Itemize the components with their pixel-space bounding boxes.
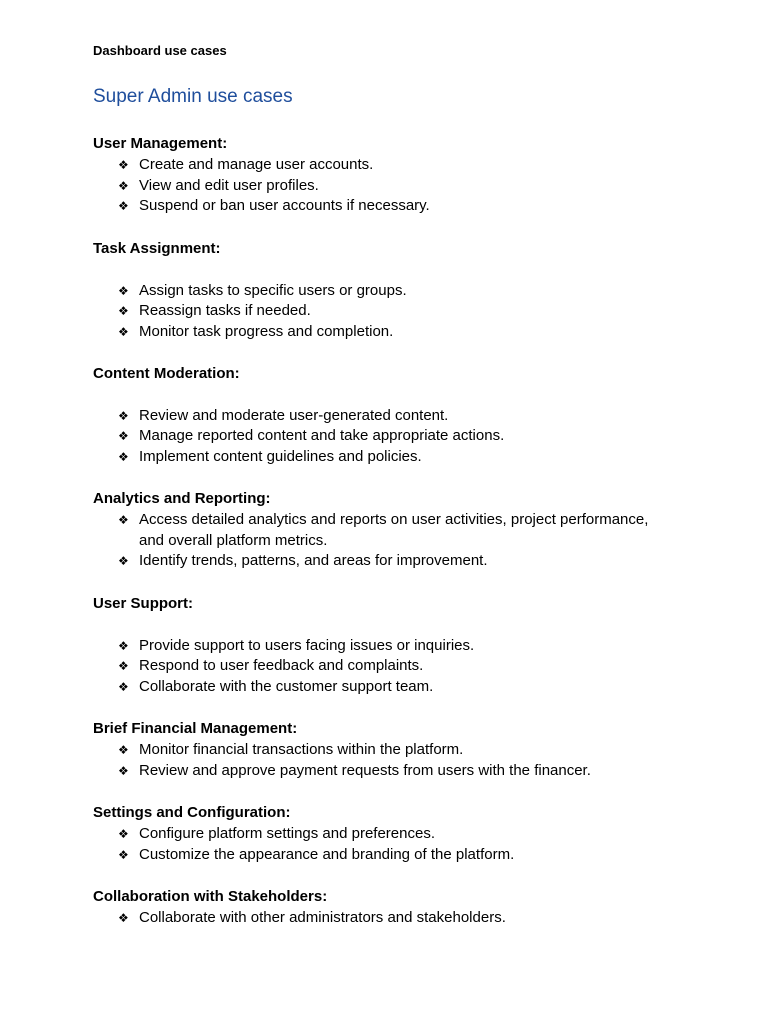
bullet-list [93,281,693,343]
document-header: Dashboard use cases [93,43,227,58]
bullet-list [93,406,693,468]
list-item [93,510,659,552]
list-item-text: Provide support to users facing issues or inquiries. [139,636,475,654]
bullet-list [93,636,693,698]
list-item-text: Review and moderate user-generated content. [139,406,449,424]
four-diamond-bullet-icon: ❖ [118,325,129,340]
list-item [93,761,659,782]
list-item-text: Assign tasks to specific users or groups. [139,281,407,299]
four-diamond-bullet-icon: ❖ [118,742,129,757]
section-collaboration-with-stakeholders [93,887,693,929]
four-diamond-bullet-icon: ❖ [118,554,129,569]
list-item [93,176,659,197]
four-diamond-bullet-icon: ❖ [118,659,129,674]
section-content-moderation [93,364,693,468]
list-item [93,281,659,302]
list-item [93,551,659,572]
bullet-list [93,740,693,782]
list-item-text: Suspend or ban user accounts if necessary. [139,197,430,215]
list-item [93,740,659,761]
list-item [93,426,659,447]
four-diamond-bullet-icon: ❖ [118,512,129,527]
bullet-list [93,824,693,866]
four-diamond-bullet-icon: ❖ [118,680,129,695]
four-diamond-bullet-icon: ❖ [118,450,129,465]
list-item-text: Collaborate with other administrators and stakeholders. [139,908,506,926]
list-item-text: Customize the appearance and branding of the platform. [139,845,515,863]
bullet-list [93,155,693,217]
list-item [93,845,659,866]
four-diamond-bullet-icon: ❖ [118,847,129,862]
list-item-text: Access detailed analytics and reports on user activities, project performance, and overall platform metrics. [139,510,649,549]
four-diamond-bullet-icon: ❖ [118,408,129,423]
bullet-list [93,510,693,572]
section-heading: User Management: [93,135,228,152]
list-item-text: View and edit user profiles. [139,176,319,194]
four-diamond-bullet-icon: ❖ [118,763,129,778]
list-item [93,196,659,217]
section-heading: Settings and Configuration: [93,804,291,821]
section-settings-and-configuration [93,803,693,865]
list-item [93,636,659,657]
four-diamond-bullet-icon: ❖ [118,910,129,925]
list-item [93,677,659,698]
list-item [93,908,659,929]
section-analytics-and-reporting [93,489,693,572]
list-item-text: Implement content guidelines and policies. [139,448,422,466]
section-heading: Collaboration with Stakeholders: [93,888,328,905]
list-item-text: Identify trends, patterns, and areas for improvement. [139,552,488,570]
list-item [93,406,659,427]
list-item-text: Reassign tasks if needed. [139,302,311,320]
section-heading: User Support: [93,595,194,612]
four-diamond-bullet-icon: ❖ [118,199,129,214]
list-item [93,447,659,468]
section-heading: Content Moderation: [93,365,240,382]
four-diamond-bullet-icon: ❖ [118,304,129,319]
list-item [93,301,659,322]
list-item-text: Create and manage user accounts. [139,155,374,173]
four-diamond-bullet-icon: ❖ [118,826,129,841]
four-diamond-bullet-icon: ❖ [118,157,129,172]
section-user-management [93,134,693,217]
four-diamond-bullet-icon: ❖ [118,178,129,193]
section-heading: Brief Financial Management: [93,720,298,737]
section-task-assignment [93,239,693,343]
list-item-text: Monitor task progress and completion. [139,323,394,341]
list-item-text: Review and approve payment requests from users with the financer. [139,761,591,779]
section-heading: Task Assignment: [93,240,221,257]
four-diamond-bullet-icon: ❖ [118,429,129,444]
four-diamond-bullet-icon: ❖ [118,638,129,653]
list-item-text: Respond to user feedback and complaints. [139,657,424,675]
page-title: Super Admin use cases [93,86,293,107]
section-brief-financial-management [93,719,693,781]
list-item [93,824,659,845]
section-user-support [93,594,693,698]
list-item-text: Manage reported content and take appropriate actions. [139,427,505,445]
section-heading: Analytics and Reporting: [93,490,271,507]
four-diamond-bullet-icon: ❖ [118,283,129,298]
list-item-text: Configure platform settings and preferences. [139,824,435,842]
list-item [93,656,659,677]
list-item-text: Monitor financial transactions within the platform. [139,740,464,758]
list-item [93,155,659,176]
list-item [93,322,659,343]
list-item-text: Collaborate with the customer support team. [139,678,434,696]
bullet-list [93,908,693,929]
